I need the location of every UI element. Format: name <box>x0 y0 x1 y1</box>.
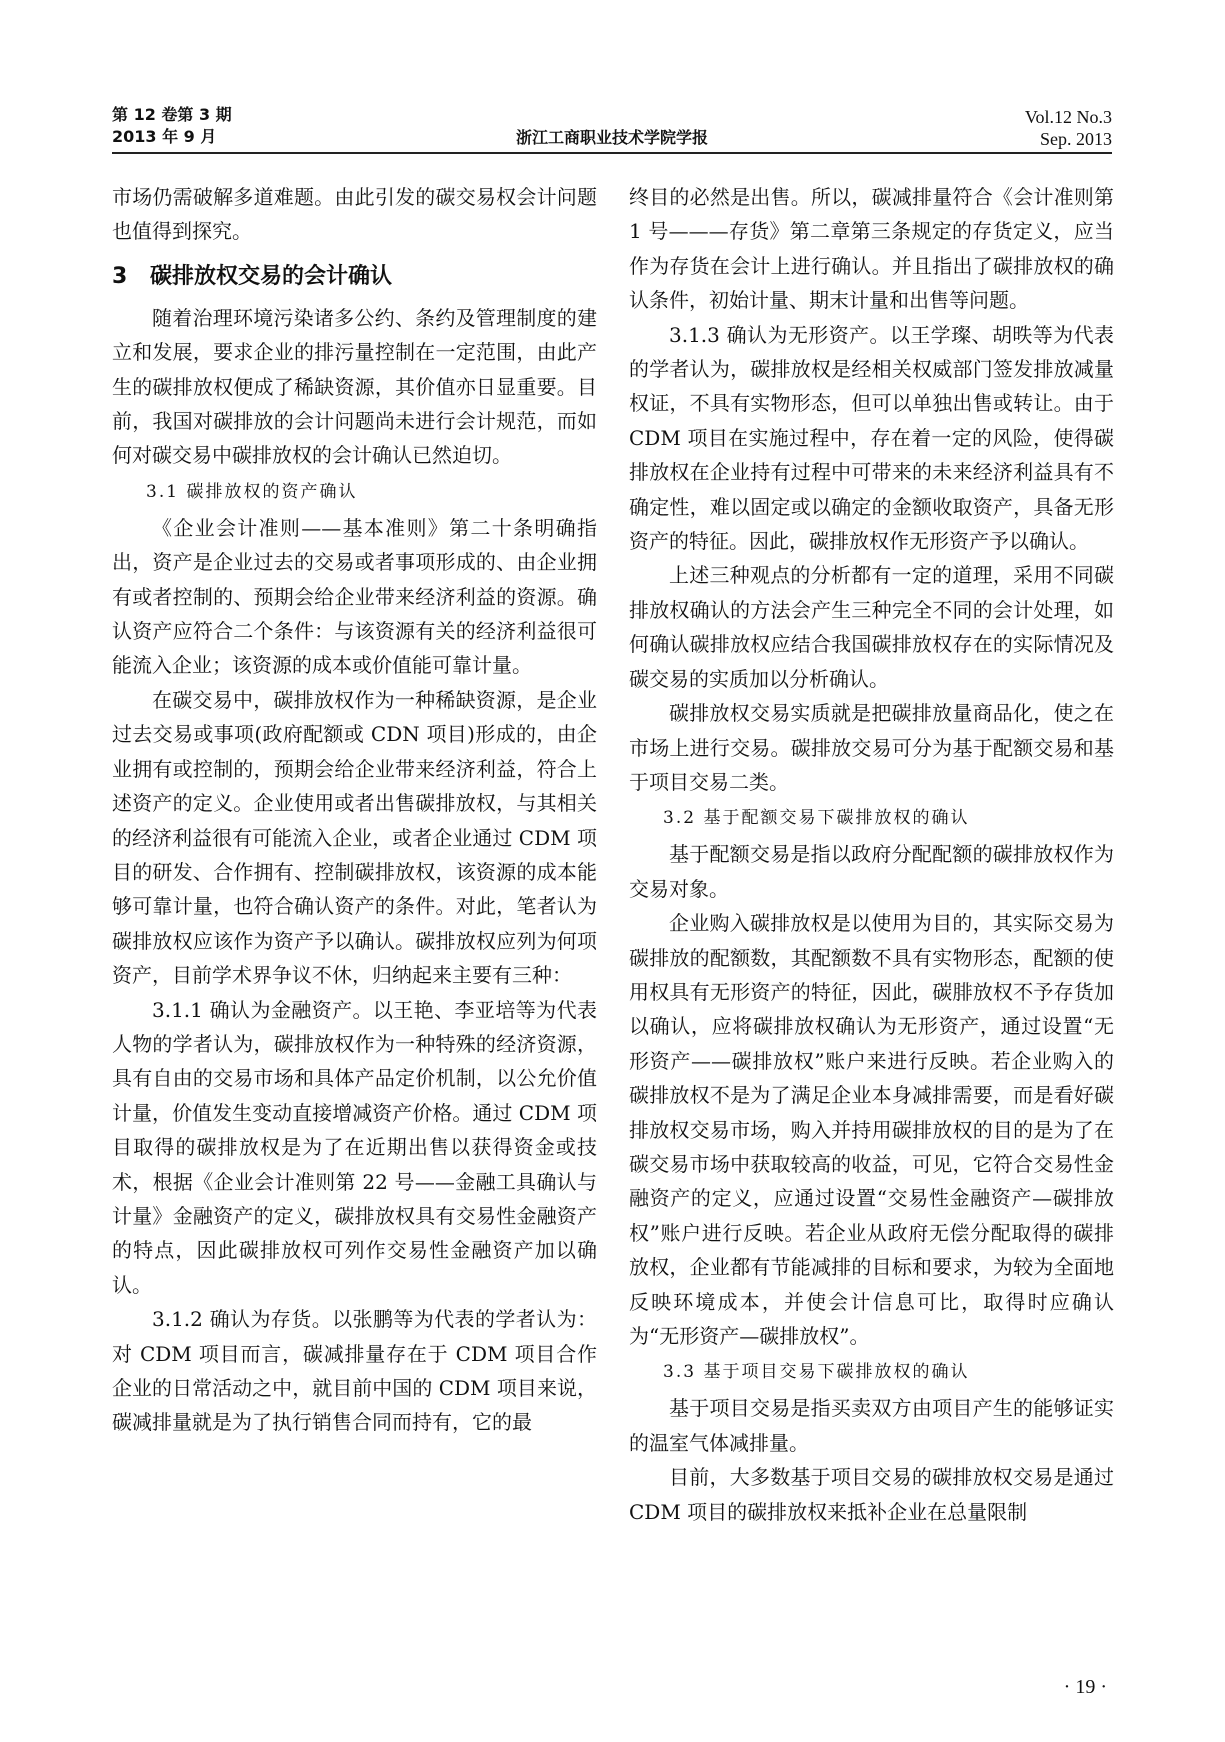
issue-info-en <box>1025 106 1112 150</box>
header-rule <box>112 152 1112 154</box>
volume-issue: 第 12 卷第 3 期 <box>112 105 232 124</box>
running-header <box>112 96 1112 156</box>
issue-date-en: Sep. 2013 <box>1040 129 1112 149</box>
paragraph: 《企业会计准则——基本准则》第二十条明确指出，资产是企业过去的交易或者事项形成的、由企业拥有或者控制的、预期会给企业带来经济利益的资源。确认资产应符合二个条件：与该资源有关的经济利益很可能流入企业；该资源的成本或价值能可靠计量。 <box>112 515 597 678</box>
paragraph: 3.1.3 确认为无形资产。以王学璨、胡昳等为代表的学者认为，碳排放权是经相关权威部门签发排放减量权证，不具有实物形态，但可以单独出售或转让。由于 CDM 项目在实施过程中，存在着一定的风险，使得碳排放权在企业持有过程中可带来的未来经济利益具有不确定性，难以固定或以确定的金额收取资产，具备无形资产的特征。因此，碳排放权作无形资产予以确认。 <box>629 322 1114 554</box>
paragraph: 在碳交易中，碳排放权作为一种稀缺资源，是企业过去交易或事项(政府配额或 CDN 项目)形成的，由企业拥有或控制的，预期会给企业带来经济利益，符合上述资产的定义。企业使用或者出售碳排放权，与其相关的经济利益很有可能流入企业，或者企业通过 CDM 项目的研发、合作拥有、控制碳排放权，该资源的成本能够可靠计量，也符合确认资产的条件。对此，笔者认为碳排放权应该作为资产予以确认。碳排放权应列为何项资产，目前学术界争议不休，归纳起来主要有三种： <box>112 687 597 988</box>
section-title: 碳排放权交易的会计确认 <box>150 263 393 289</box>
page-number: · 19 · <box>1063 1676 1107 1698</box>
left-column <box>112 180 597 1440</box>
subsection-heading: 3.3 基于项目交易下碳排放权的确认 <box>663 1362 970 1383</box>
section-heading <box>112 259 597 295</box>
paragraph: 基于配额交易是指以政府分配配额的碳排放权作为交易对象。 <box>629 842 1114 901</box>
paragraph: 上述三种观点的分析都有一定的道理，采用不同碳排放权确认的方法会产生三种完全不同的会计处理，如何确认碳排放权应结合我国碳排放权存在的实际情况及碳交易的实质加以分析确认。 <box>629 563 1114 691</box>
issue-date: 2013 年 9 月 <box>112 127 217 146</box>
paragraph: 终目的必然是出售。所以，碳减排量符合《会计准则第 1 号———存货》第二章第三条规定的存货定义，应当作为存货在会计上进行确认。并且指出了碳排放权的确认条件，初始计量、期末计量和出售等问题。 <box>629 185 1114 313</box>
paragraph: 碳排放权交易实质就是把碳排放量商品化，使之在市场上进行交易。碳排放交易可分为基于配额交易和基于项目交易二类。 <box>629 701 1114 794</box>
paragraph: 随着治理环境污染诸多公约、条约及管理制度的建立和发展，要求企业的排污量控制在一定范围，由此产生的碳排放权便成了稀缺资源，其价值亦日显重要。目前，我国对碳排放的会计问题尚未进行会计规范，而如何对碳交易中碳排放权的会计确认已然迫切。 <box>112 305 597 468</box>
section-number: 3 <box>112 263 128 289</box>
paragraph: 目前，大多数基于项目交易的碳排放权交易是通过 CDM 项目的碳排放权来抵补企业在总量限制 <box>629 1465 1114 1524</box>
subsection-heading: 3.2 基于配额交易下碳排放权的确认 <box>663 808 970 829</box>
paragraph: 企业购入碳排放权是以使用为目的，其实际交易为碳排放的配额数，其配额数不具有实物形态，配额的使用权具有无形资产的特征，因此，碳腓放权不予存货加以确认，应将碳排放权确认为无形资产，通过设置“无形资产——碳排放权”账户来进行反映。若企业购入的碳排放权不是为了满足企业本身减排需要，而是看好碳排放权交易市场，购入并持用碳排放权的目的是为了在碳交易市场中获取较高的收益，可见，它符合交易性金融资产的定义，应通过设置“交易性金融资产—碳排放权”账户进行反映。若企业从政府无偿分配取得的碳排放权，企业都有节能减排的目标和要求，为较为全面地反映环境成本，并使会计信息可比，取得时应确认为“无形资产—碳排放权”。 <box>629 911 1114 1348</box>
subsection-heading: 3.1 碳排放权的资产确认 <box>146 481 358 502</box>
volume-issue-en: Vol.12 No.3 <box>1024 107 1112 127</box>
journal-title: 浙江工商职业技术学院学报 <box>515 128 708 147</box>
paragraph: 3.1.2 确认为存货。以张鹏等为代表的学者认为：对 CDM 项目而言，碳减排量存在于 CDM 项目合作企业的日常活动之中，就目前中国的 CDM 项目来说，碳减排量就是为了执行销售合同而持有，它的最 <box>112 1307 597 1435</box>
right-column <box>629 180 1114 1529</box>
paragraph: 市场仍需破解多道难题。由此引发的碳交易权会计问题也值得到探究。 <box>112 185 597 244</box>
paragraph: 基于项目交易是指买卖双方由项目产生的能够证实的温室气体减排量。 <box>629 1396 1114 1455</box>
paragraph: 3.1.1 确认为金融资产。以王艳、李亚培等为代表人物的学者认为，碳排放权作为一种特殊的经济资源，具有自由的交易市场和具体产品定价机制，以公允价值计量，价值发生变动直接增减资产价格。通过 CDM 项目取得的碳排放权是为了在近期出售以获得资金或技术，根据《企业会计准则第 22 号——金融工具确认与计量》金融资产的定义，碳排放权具有交易性金融资产的特点，因此碳排放权可列作交易性金融资产加以确认。 <box>112 997 597 1297</box>
